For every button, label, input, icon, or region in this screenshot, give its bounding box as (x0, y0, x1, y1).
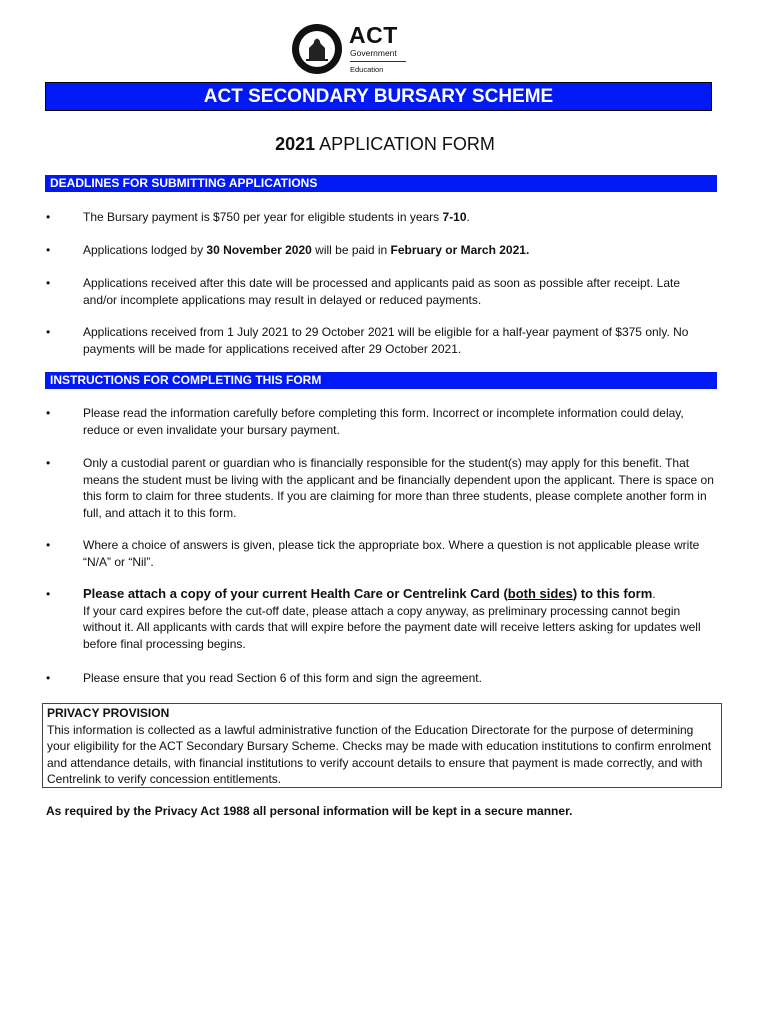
form-title-text: APPLICATION FORM (315, 134, 495, 154)
deadline-date: 30 November 2020 (206, 243, 312, 257)
scheme-title: ACT SECONDARY BURSARY SCHEME (45, 82, 712, 111)
instruction-text: Where a choice of answers is given, please tick the appropriate box. Where a question is not applicable please write “N/A” or “Nil”. (83, 538, 700, 569)
privacy-body: This information is collected as a lawful administrative function of the Education Directorate for the purpose of determining your eligibility for the ACT Secondary Bursary Scheme. Checks may be made with education institutions to confirm enrolment and attendance details, with financial institutions to verify account details to ensure that payment is made correctly, and with Centrelink to verify concession entitlements. (47, 722, 712, 786)
bullet-icon: • (46, 587, 51, 601)
deadline-text: Applications received after this date will be processed and applicants paid as soon as possible after receipt. Late and/or incomplete applications may result in delayed or reduced payments. (83, 276, 681, 307)
bullet-icon: • (46, 210, 51, 224)
deadline-text: The Bursary payment is $750 per year for eligible students in years (83, 210, 443, 224)
instruction-text: If your card expires before the cut-off date, please attach a copy anyway, as preliminary processing cannot begin without it. All applicants with cards that will expire before the payment date will receive letters asking for updates well before final processing begins. (83, 603, 701, 651)
instructions-heading: INSTRUCTIONS FOR COMPLETING THIS FORM (45, 372, 717, 389)
act-crest-icon (292, 24, 342, 74)
logo-divider (350, 61, 406, 62)
bullet-icon: • (46, 671, 51, 685)
form-year: 2021 (275, 134, 316, 154)
logo-education: Education (350, 65, 384, 74)
bullet-icon: • (46, 276, 51, 290)
bullet-icon: • (46, 538, 51, 552)
list-item (46, 670, 716, 687)
instruction-text: Please read the information carefully before completing this form. Incorrect or incomplete information could delay, reduce or even invalidate your bursary payment. (83, 406, 684, 437)
logo-brand: ACT (349, 22, 398, 48)
privacy-provision-box (42, 703, 722, 788)
form-title (0, 134, 770, 155)
deadline-end: . (466, 210, 470, 224)
deadline-text: Applications received from 1 July 2021 to 29 October 2021 will be eligible for a half-year payment of $375 only. No payments will be made for applications received after 29 October 2021. (83, 325, 689, 356)
list-item (46, 275, 716, 308)
instruction-text: Please ensure that you read Section 6 of this form and sign the agreement. (83, 671, 482, 685)
list-item (46, 455, 716, 521)
list-item (46, 405, 716, 438)
privacy-heading: PRIVACY PROVISION (47, 706, 170, 720)
logo-government: Government (350, 48, 397, 58)
attach-card-instruction: Please attach a copy of your current Health Care or Centrelink Card ( (83, 586, 508, 601)
bullet-icon: • (46, 243, 51, 257)
both-sides-emphasis: both sides (507, 586, 573, 601)
deadline-text: Applications lodged by (83, 243, 207, 257)
bullet-icon: • (46, 406, 51, 420)
deadline-years: 7-10 (442, 210, 467, 224)
list-item (46, 242, 716, 259)
list-item (46, 209, 716, 226)
bullet-icon: • (46, 456, 51, 470)
payment-period: February or March 2021. (390, 243, 530, 257)
instruction-text: Only a custodial parent or guardian who is financially responsible for the student(s) may apply for this benefit. That means the student must be living with the applicant and be financially dependent upon the applicant. There is space on this form to claim for three students. If you are claiming for more than three students, please complete another form in full, and attach it to this form. (83, 456, 714, 520)
privacy-act-note: As required by the Privacy Act 1988 all personal information will be kept in a secure manner. (46, 804, 573, 818)
list-item (46, 586, 716, 652)
bullet-icon: • (46, 325, 51, 339)
act-government-logo (292, 22, 422, 76)
deadline-text: will be paid in (311, 243, 391, 257)
list-item (46, 537, 716, 570)
attach-card-instruction-end: ) to this form (572, 586, 653, 601)
deadlines-heading: DEADLINES FOR SUBMITTING APPLICATIONS (45, 175, 717, 192)
list-item (46, 324, 716, 357)
attach-card-period: . (652, 587, 656, 601)
